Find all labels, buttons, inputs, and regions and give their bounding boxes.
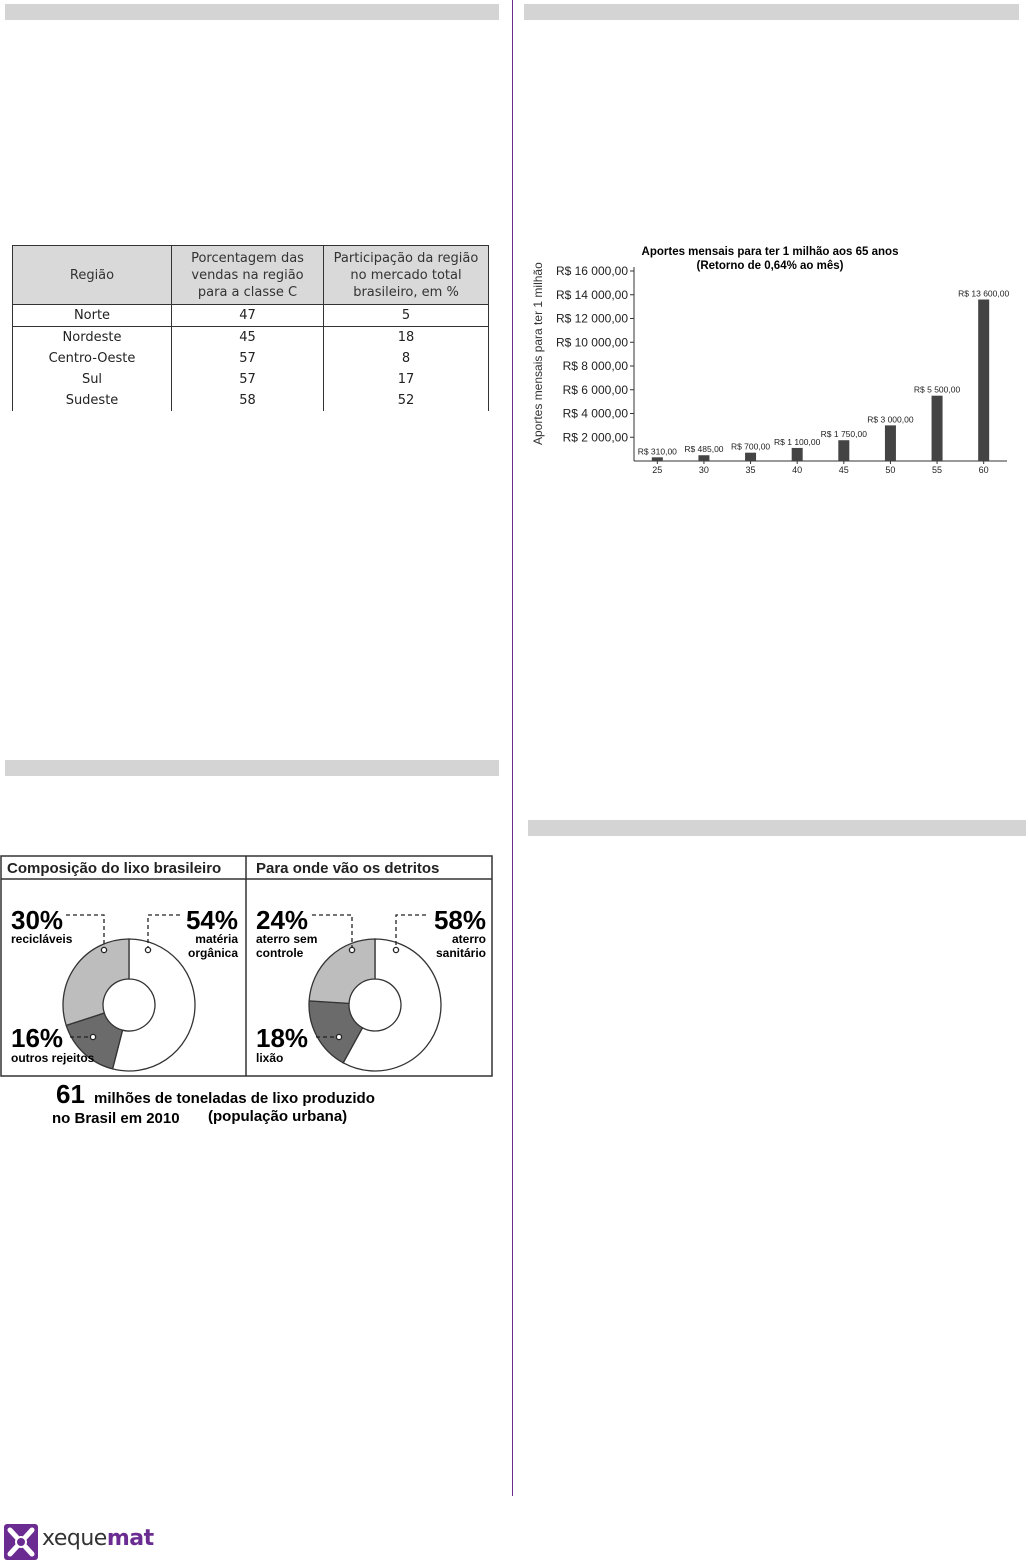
cell-vendas: 57 xyxy=(172,348,324,369)
left-label-pct-1: 30% xyxy=(11,905,64,935)
logo-text-xeque: xeque xyxy=(42,1526,107,1551)
table-row xyxy=(13,369,489,390)
right-label-2b: sanitário xyxy=(435,946,486,960)
bar xyxy=(792,448,803,461)
right-panel-title: Para onde vão os detritos xyxy=(256,860,440,877)
x-tick-label: 30 xyxy=(698,465,709,475)
x-tick-label: 45 xyxy=(838,465,849,475)
left-label-1: recicláveis xyxy=(11,932,73,946)
x-tick-label: 25 xyxy=(652,465,663,475)
y-tick-label: R$ 16 000,00 xyxy=(555,264,628,278)
chart-title: Aportes mensais para ter 1 milhão aos 65 anos xyxy=(641,246,899,258)
cell-vendas: 58 xyxy=(172,390,324,411)
x-tick-label: 60 xyxy=(978,465,989,475)
y-tick-label: R$ 6 000,00 xyxy=(562,382,628,397)
caption-number: 61 xyxy=(56,1079,85,1109)
data-label: R$ 1 100,00 xyxy=(774,436,821,447)
right-label-1a: aterro sem xyxy=(256,932,318,946)
chart-y-axis-label: Aportes mensais para ter 1 milhão xyxy=(531,262,545,445)
trash-donut-figure xyxy=(0,855,494,1130)
bar xyxy=(932,396,943,461)
x-tick-label: 55 xyxy=(932,465,943,475)
left-label-pct-2: 54% xyxy=(185,905,238,935)
cell-participacao: 52 xyxy=(324,390,489,411)
data-label: R$ 3 000,00 xyxy=(867,414,914,425)
data-label: R$ 13 600,00 xyxy=(958,288,1010,299)
y-tick-label: R$ 10 000,00 xyxy=(555,335,628,350)
right-label-1b: controle xyxy=(256,946,304,960)
cell-participacao: 5 xyxy=(324,305,489,327)
bar xyxy=(652,457,663,461)
right-label-pct-1: 24% xyxy=(256,905,309,935)
left-label-2a: matéria xyxy=(195,932,238,946)
cell-vendas: 47 xyxy=(172,305,324,327)
table-header-row xyxy=(13,246,489,305)
cell-participacao: 18 xyxy=(324,327,489,349)
section-header-bar-3 xyxy=(5,760,499,776)
right-label-2a: aterro xyxy=(451,932,486,946)
data-label: R$ 5 500,00 xyxy=(913,384,961,395)
logo-text-mat: mat xyxy=(106,1526,154,1551)
cell-vendas: 57 xyxy=(172,369,324,390)
cell-regiao: Nordeste xyxy=(13,327,172,349)
y-tick-label: R$ 14 000,00 xyxy=(555,287,628,302)
y-tick-label: R$ 2 000,00 xyxy=(562,430,628,445)
left-label-2b: orgânica xyxy=(187,946,238,960)
right-label-3: lixão xyxy=(256,1051,284,1065)
right-label-pct-2: 58% xyxy=(433,905,486,935)
section-header-bar-2 xyxy=(524,4,1019,20)
cell-regiao: Norte xyxy=(13,305,172,327)
x-tick-label: 40 xyxy=(792,465,803,475)
chess-knight-icon xyxy=(2,1522,40,1562)
header-vendas: Porcentagem das vendas na região para a classe C xyxy=(172,246,324,305)
table-row xyxy=(13,348,489,369)
data-label: R$ 485,00 xyxy=(684,444,724,455)
chart-subtitle: (Retorno de 0,64% ao mês) xyxy=(696,260,844,272)
left-label-3: outros rejeitos xyxy=(11,1051,95,1065)
data-label: R$ 700,00 xyxy=(730,441,771,452)
data-label: R$ 1 750,00 xyxy=(820,429,867,440)
right-label-pct-3: 18% xyxy=(256,1023,309,1053)
bar xyxy=(885,425,896,461)
cell-regiao: Centro-Oeste xyxy=(13,348,172,369)
left-label-pct-3: 16% xyxy=(11,1023,64,1053)
header-regiao: Região xyxy=(13,246,172,305)
x-tick-label: 50 xyxy=(885,465,896,475)
header-participacao: Participação da região no mercado total brasileiro, em % xyxy=(324,246,489,305)
y-tick-label: R$ 4 000,00 xyxy=(562,406,628,421)
table-row xyxy=(13,305,489,327)
table-row xyxy=(13,390,489,411)
aportes-bar-chart xyxy=(525,240,1015,485)
left-panel-title: Composição do lixo brasileiro xyxy=(7,860,222,877)
bar xyxy=(698,455,709,461)
bar xyxy=(838,440,849,461)
cell-participacao: 17 xyxy=(324,369,489,390)
y-tick-label: R$ 8 000,00 xyxy=(562,359,628,373)
data-label: R$ 310,00 xyxy=(637,446,677,457)
cell-regiao: Sudeste xyxy=(13,390,172,411)
logo-wordmark xyxy=(42,1526,154,1551)
caption-line-1: milhões de toneladas de lixo produzido xyxy=(94,1090,375,1107)
caption-line-2b: (população urbana) xyxy=(208,1108,348,1125)
table-row xyxy=(13,327,489,349)
x-tick-label: 35 xyxy=(745,465,756,475)
region-sales-table xyxy=(12,245,489,411)
xequemat-logo xyxy=(2,1522,152,1562)
section-header-bar-1 xyxy=(5,4,499,20)
bar xyxy=(745,453,756,461)
cell-regiao: Sul xyxy=(13,369,172,390)
cell-participacao: 8 xyxy=(324,348,489,369)
section-header-bar-4 xyxy=(528,820,1026,836)
column-divider xyxy=(512,0,513,1496)
cell-vendas: 45 xyxy=(172,327,324,349)
caption-line-2a: no Brasil em 2010 xyxy=(52,1110,180,1127)
y-tick-label: R$ 12 000,00 xyxy=(555,311,628,326)
bar xyxy=(978,300,989,462)
